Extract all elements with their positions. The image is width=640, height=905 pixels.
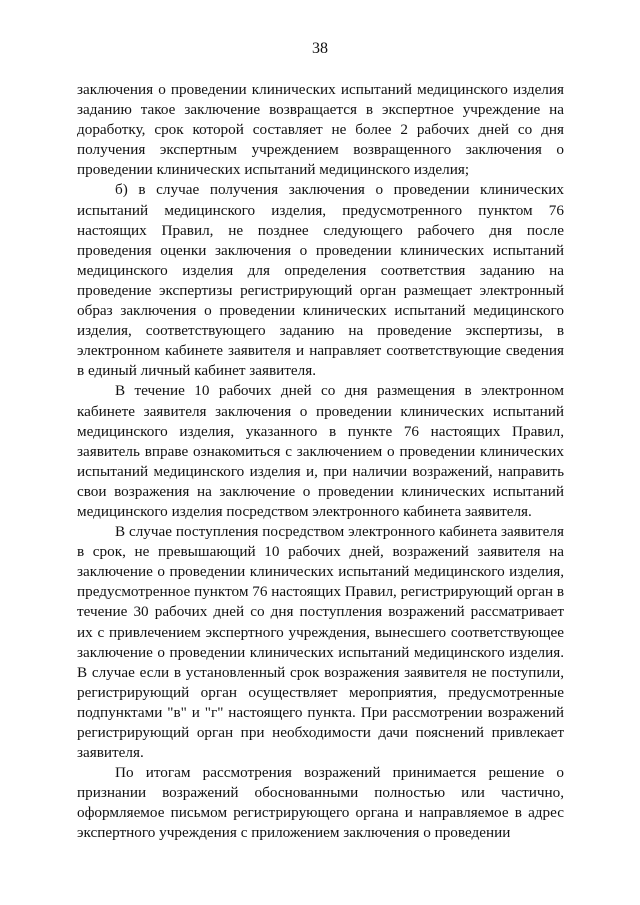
paragraph-subitem-b: б) в случае получения заключения о проведении клинических испытаний медицинского изделия, предусмотренного пунктом 76 настоящих Правил, не позднее следующего рабочего дня после проведения оценки заключения о проведении клинических испытаний медицинского изделия для определения соответствия заданию на проведение экспертизы регистрирующий орган размещает электронный образ заключения о проведении клинических испытаний медицинского изделия, соответствующего заданию на проведение экспертизы, в электронном кабинете заявителя и направляет соответствующие сведения в единый личный кабинет заявителя. (77, 181, 564, 380)
paragraph-review-period: В течение 10 рабочих дней со дня размещения в электронном кабинете заявителя заключения о проведении клинических испытаний медицинского изделия, указанного в пункте 76 настоящих Правил, заявитель вправе ознакомиться с заключением о проведении клинических испытаний медицинского изделия и, при наличии возражений, направить свои возражения на заключение о проведении клинических испытаний медицинского изделия посредством электронного кабинета заявителя. (77, 382, 564, 520)
body-text (77, 80, 564, 844)
page-number: 38 (312, 40, 328, 57)
paragraph-continuation: заключения о проведении клинических испытаний медицинского изделия заданию такое заключение возвращается в экспертное учреждение на доработку, срок которой составляет не более 2 рабочих дней со дня получения экспертным учреждением возвращенного заключения о проведении клинических испытаний медицинского изделия; (77, 81, 564, 179)
paragraph-objections: В случае поступления посредством электронного кабинета заявителя в срок, не превышающий 10 рабочих дней, возражений заявителя на заключение о проведении клинических испытаний медицинского изделия, предусмотренное пунктом 76 настоящих Правил, регистрирующий орган в течение 30 рабочих дней со дня поступления возражений рассматривает их с привлечением экспертного учреждения, вынесшего соответствующее заключение о проведении клинических испытаний медицинского изделия. В случае если в установленный срок возражения заявителя не поступили, регистрирующий орган осуществляет мероприятия, предусмотренные подпунктами "в" и "г" настоящего пункта. При рассмотрении возражений регистрирующий орган при необходимости дачи пояснений привлекает заявителя. (77, 523, 564, 762)
paragraph-decision: По итогам рассмотрения возражений принимается решение о признании возражений обоснованными полностью или частично, оформляемое письмом регистрирующего органа и направляемое в адрес экспертного учреждения с приложением заключения о проведении (77, 764, 564, 842)
